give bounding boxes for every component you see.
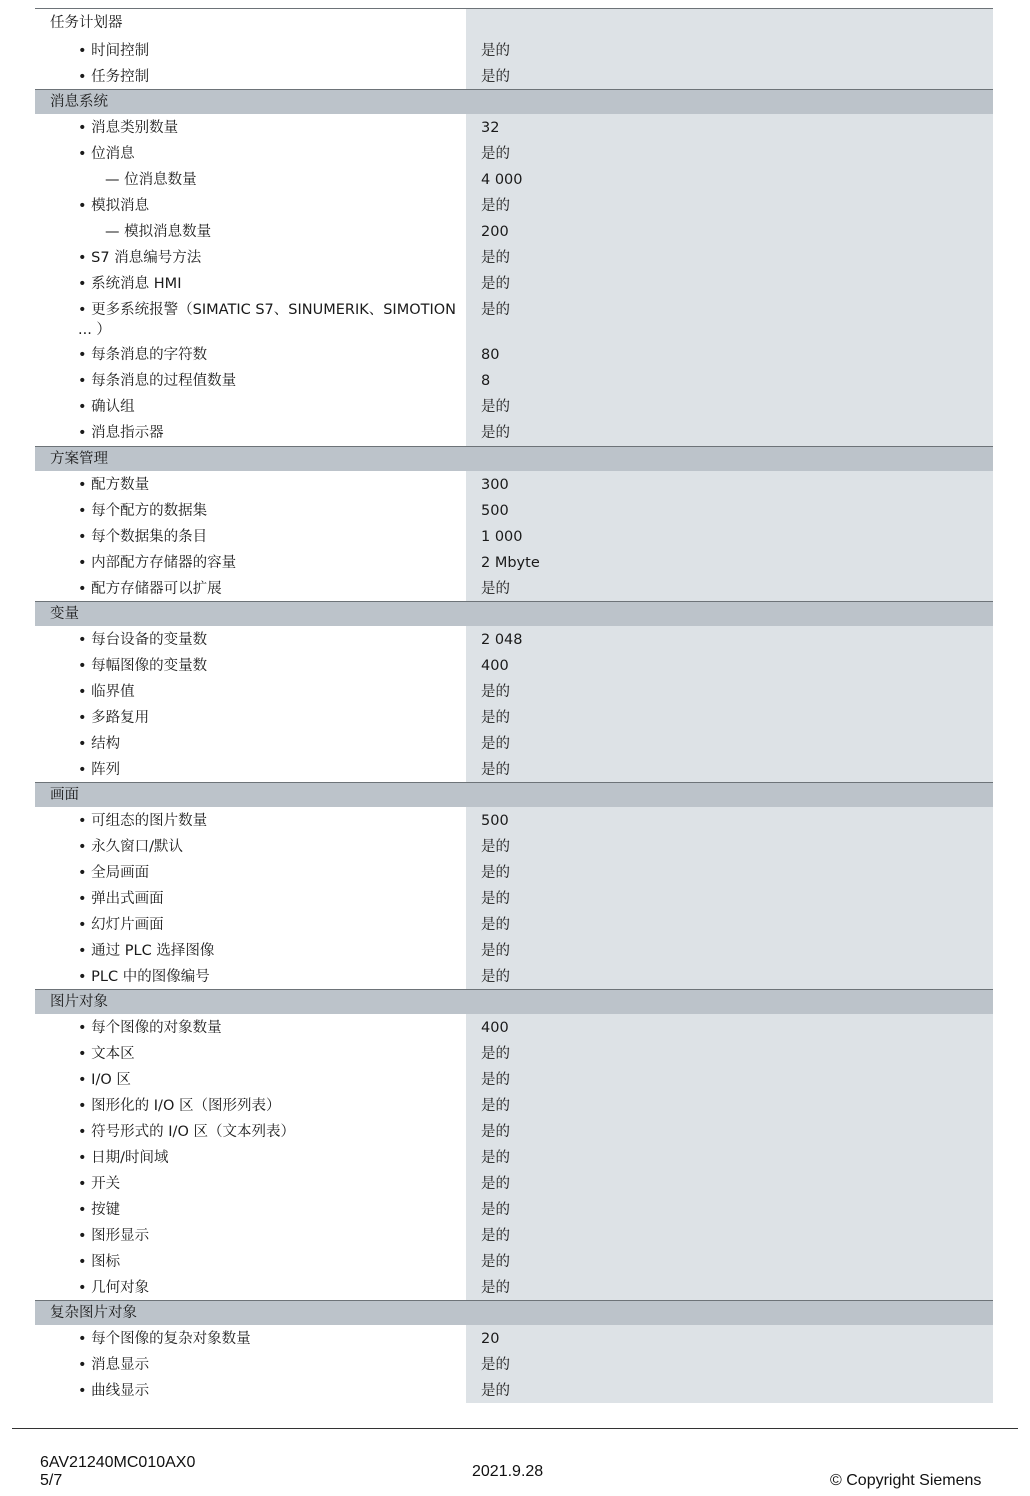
spec-label: • PLC 中的图像编号 [35,963,466,989]
spec-label: • 每个配方的数据集 [35,497,466,523]
spec-row [35,1196,993,1222]
section-screens [35,782,993,807]
spec-row [35,911,993,937]
spec-value: 是的 [466,1144,993,1170]
spec-label: • S7 消息编号方法 [35,244,466,270]
spec-label: • 消息指示器 [35,419,466,446]
section-recipes [35,446,993,471]
spec-row [35,1092,993,1118]
spec-value: 400 [466,1014,993,1040]
spec-label: • 系统消息 HMI [35,270,466,296]
spec-value: 是的 [466,1092,993,1118]
spec-value: 是的 [466,730,993,756]
section-title: 任务计划器 [35,9,466,37]
spec-row [35,678,993,704]
spec-label: — 位消息数量 [35,166,466,192]
spec-row [35,192,993,218]
spec-label: • 弹出式画面 [35,885,466,911]
spec-value: 是的 [466,419,993,446]
spec-label: • 图形化的 I/O 区（图形列表） [35,1092,466,1118]
spec-value: 500 [466,807,993,833]
spec-label: • 结构 [35,730,466,756]
spec-value: 是的 [466,911,993,937]
spec-label: • 图标 [35,1248,466,1274]
spec-value: 是的 [466,1274,993,1300]
spec-label: • 永久窗口/默认 [35,833,466,859]
spec-label: • 任务控制 [35,63,466,89]
spec-label: • 消息显示 [35,1351,466,1377]
spec-label: • 更多系统报警（SIMATIC S7、SINUMERIK、SIMOTION ... ） [35,296,466,341]
spec-value: 是的 [466,1066,993,1092]
spec-row [35,937,993,963]
spec-value: 是的 [466,244,993,270]
spec-value: 是的 [466,678,993,704]
spec-value: 是的 [466,270,993,296]
footer-date: 2021.9.28 [472,1463,544,1480]
spec-label: • 阵列 [35,756,466,782]
spec-value: 200 [466,218,993,244]
section-complex-objects [35,1300,993,1325]
spec-row [35,1325,993,1351]
spec-label: • 符号形式的 I/O 区（文本列表） [35,1118,466,1144]
spec-value: 是的 [466,1040,993,1066]
spec-label: • 可组态的图片数量 [35,807,466,833]
spec-row [35,807,993,833]
spec-value: 是的 [466,575,993,601]
spec-row [35,963,993,989]
spec-value: 是的 [466,393,993,419]
spec-row [35,833,993,859]
footer-page-number: 5/7 [40,1472,63,1489]
spec-label: • I/O 区 [35,1066,466,1092]
spec-row [35,756,993,782]
spec-label: • 每个数据集的条目 [35,523,466,549]
spec-row [35,1248,993,1274]
section-title: 方案管理 [50,451,108,467]
spec-value: 400 [466,652,993,678]
spec-row [35,885,993,911]
spec-value: 是的 [466,756,993,782]
spec-row [35,1170,993,1196]
spec-label: • 多路复用 [35,704,466,730]
spec-label: • 配方存储器可以扩展 [35,575,466,601]
spec-value: 是的 [466,296,993,341]
spec-label: • 曲线显示 [35,1377,466,1403]
spec-row [35,218,993,244]
section-title: 消息系统 [50,94,108,110]
spec-row [35,270,993,296]
spec-value: 是的 [466,704,993,730]
spec-row [35,341,993,367]
spec-row [35,63,993,89]
spec-value: 是的 [466,885,993,911]
spec-row [35,1377,993,1403]
spec-value: 32 [466,114,993,140]
spec-row [35,419,993,446]
footer-divider [12,1428,1018,1429]
spec-label: • 每个图像的复杂对象数量 [35,1325,466,1351]
spec-value: 是的 [466,1170,993,1196]
section-title: 图片对象 [50,994,108,1010]
footer-copyright: © Copyright Siemens [830,1472,982,1489]
spec-label: • 日期/时间域 [35,1144,466,1170]
spec-row [35,497,993,523]
spec-label: • 文本区 [35,1040,466,1066]
spec-row [35,1222,993,1248]
spec-label: • 消息类别数量 [35,114,466,140]
section-title: 复杂图片对象 [50,1305,137,1321]
spec-value: 8 [466,367,993,393]
spec-label: • 确认组 [35,393,466,419]
spec-label: • 模拟消息 [35,192,466,218]
section-title: 画面 [50,787,79,803]
spec-row [35,244,993,270]
spec-row [35,37,993,63]
spec-value: 20 [466,1325,993,1351]
spec-label: • 按键 [35,1196,466,1222]
spec-value: 是的 [466,1118,993,1144]
spec-row [35,1274,993,1300]
spec-row [35,1066,993,1092]
spec-row [35,859,993,885]
spec-row [35,730,993,756]
spec-label: • 时间控制 [35,37,466,63]
spec-label: • 通过 PLC 选择图像 [35,937,466,963]
spec-value: 2 Mbyte [466,549,993,575]
spec-row [35,1014,993,1040]
spec-value: 是的 [466,1377,993,1403]
spec-row [35,166,993,192]
spec-value: 是的 [466,63,993,89]
spec-value: 300 [466,471,993,497]
spec-value: 是的 [466,140,993,166]
spec-value: 80 [466,341,993,367]
spec-label: • 几何对象 [35,1274,466,1300]
spec-row [35,523,993,549]
spec-row [35,140,993,166]
spec-label: — 模拟消息数量 [35,218,466,244]
spec-value: 是的 [466,963,993,989]
section-task-scheduler [35,9,993,37]
spec-value: 1 000 [466,523,993,549]
spec-row [35,471,993,497]
spec-label: • 每条消息的字符数 [35,341,466,367]
spec-value: 是的 [466,833,993,859]
spec-row [35,114,993,140]
spec-row [35,1040,993,1066]
spec-row [35,575,993,601]
spec-row [35,652,993,678]
spec-row [35,626,993,652]
spec-value: 是的 [466,192,993,218]
spec-value: 500 [466,497,993,523]
spec-label: • 每幅图像的变量数 [35,652,466,678]
spec-value: 是的 [466,37,993,63]
section-variables [35,601,993,626]
spec-label: • 每条消息的过程值数量 [35,367,466,393]
spec-value: 是的 [466,859,993,885]
spec-value: 是的 [466,1196,993,1222]
section-title: 变量 [50,606,79,622]
spec-label: • 幻灯片画面 [35,911,466,937]
spec-value: 是的 [466,937,993,963]
spec-label: • 位消息 [35,140,466,166]
spec-table [35,8,993,1403]
spec-row [35,367,993,393]
spec-row [35,1351,993,1377]
spec-label: • 每个图像的对象数量 [35,1014,466,1040]
spec-value: 是的 [466,1351,993,1377]
section-picture-objects [35,989,993,1014]
spec-label: • 配方数量 [35,471,466,497]
section-messages [35,89,993,114]
footer-part-number: 6AV21240MC010AX0 [40,1454,196,1471]
spec-value: 是的 [466,1222,993,1248]
spec-label: • 开关 [35,1170,466,1196]
spec-row [35,1144,993,1170]
spec-value: 4 000 [466,166,993,192]
spec-row [35,704,993,730]
spec-row [35,393,993,419]
spec-label: • 每台设备的变量数 [35,626,466,652]
spec-value: 2 048 [466,626,993,652]
spec-row [35,1118,993,1144]
spec-row [35,296,993,341]
spec-label: • 临界值 [35,678,466,704]
spec-label: • 图形显示 [35,1222,466,1248]
spec-label: • 内部配方存储器的容量 [35,549,466,575]
spec-value: 是的 [466,1248,993,1274]
spec-label: • 全局画面 [35,859,466,885]
spec-row [35,549,993,575]
